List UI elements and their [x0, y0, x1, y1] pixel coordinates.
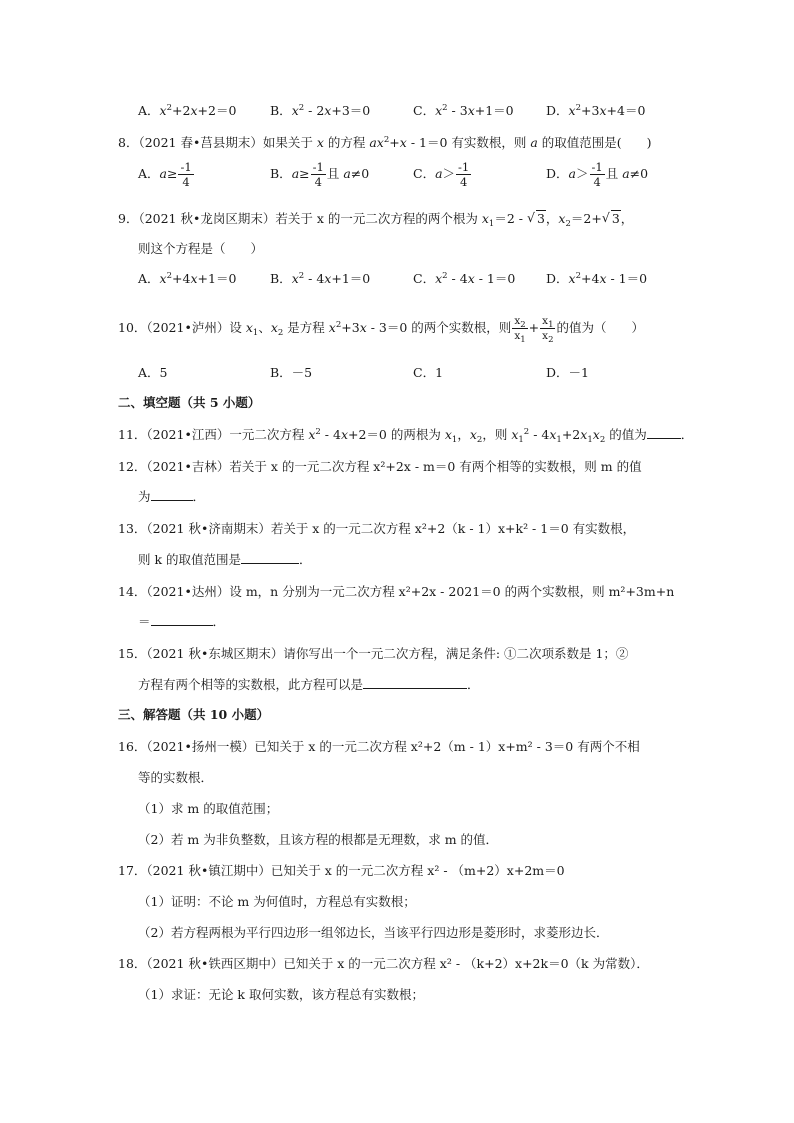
question-16-line-1: 16．（2021•扬州一模）已知关于 x 的一元二次方程 x²+2（m - 1）x+m² - 3＝0 有两个不相 — [118, 739, 640, 754]
question-14-line-2: ＝ ． — [138, 614, 226, 629]
q9-option-d: D．$x^2+4x - 1=0$ — [546, 271, 648, 286]
question-8-stem: 8．（2021 春•莒县期末）如果关于 x 的方程 $ax^2+x - 1=0$ 有实数根，则 a 的取值范围是( ) — [118, 135, 652, 150]
section-3-heading: 三、解答题（共 10 小题） — [118, 707, 270, 722]
q10-option-b: B．－5 — [270, 365, 313, 380]
question-18-part-1: （1）求证：无论 k 取何实数，该方程总有实数根； — [138, 987, 424, 1002]
question-15-line-1: 15．（2021 秋•东城区期末）请你写出一个一元二次方程，满足条件: ①二次项系数是 1；② — [118, 646, 629, 661]
question-15-line-2: 方程有两个相等的实数根，此方程可以是 ． — [138, 677, 480, 692]
q10-option-c: C．1 — [413, 365, 444, 380]
question-9-stem: 9．（2021 秋•龙岗区期末）若关于 x 的一元二次方程的两个根为 $x_1=2$ - √ 3，$x_2=2+√$ 3， — [118, 210, 633, 228]
question-9-stem-2: 则这个方程是（ ） — [138, 241, 264, 256]
answer-blank — [241, 551, 299, 564]
q8-option-d: D．a＞ $\frac{-1}{4}$ 且 a≠0 — [546, 160, 649, 189]
q9-option-c: C．$x^2 - 4x - 1=0$ — [413, 271, 516, 286]
q7-option-b: B．$x^2 - 2x+3=0$ — [270, 103, 371, 118]
section-2-heading: 二、填空题（共 5 小题） — [118, 395, 261, 410]
question-17-line-1: 17．（2021 秋•镇江期中）已知关于 x 的一元二次方程 x² - （m+2）x+2m＝0 — [118, 863, 565, 878]
question-11: 11．（2021•江西）一元二次方程 $x^2 - 4x+2=0$ 的两根为 $x_1$，$x_2$，则 $x_1^2 - 4x_1+2x_1x_2$ 的值为 ． — [118, 427, 694, 445]
q10-option-a: A．5 — [138, 365, 168, 380]
answer-blank — [363, 676, 467, 689]
question-14-line-1: 14．（2021•达州）设 m，n 分别为一元二次方程 x²+2x - 2021＝0 的两个实数根，则 m²+3m+n — [118, 584, 675, 599]
answer-blank — [647, 426, 681, 439]
q8-option-b: B．a≥ $\frac{-1}{4}$ 且 a≠0 — [270, 160, 370, 189]
question-17-part-2: （2）若方程两根为平行四边形一组邻边长，当该平行四边形是菱形时，求菱形边长． — [138, 925, 609, 940]
question-13-line-1: 13．（2021 秋•济南期末）若关于 x 的一元二次方程 x²+2（k - 1）x+k² - 1＝0 有实数根， — [118, 521, 636, 536]
question-17-part-1: （1）证明：不论 m 为何值时，方程总有实数根； — [138, 894, 416, 909]
q9-option-a: A．$x^2+4x+1=0$ — [138, 271, 237, 286]
q7-option-d: D．$x^2+3x+4=0$ — [546, 103, 646, 118]
question-10-stem: 10．（2021•泸州）设 $x_1$、$x_2$ 是方程 $x^2+3x - 3=0$ 的两个实数根，则 $\frac{x_2}{x_1}$ + $\frac{x_1}{x_2}$ 的值为（ ） — [118, 315, 644, 345]
q7-option-a: A．$x^2+2x+2=0$ — [138, 103, 237, 118]
q10-option-d: D．－1 — [546, 365, 589, 380]
question-12-line-1: 12．（2021•吉林）若关于 x 的一元二次方程 x²+2x - m＝0 有两个相等的实数根，则 m 的值 — [118, 459, 642, 474]
answer-blank — [151, 488, 193, 501]
question-18-line-1: 18．（2021 秋•铁西区期中）已知关于 x 的一元二次方程 x² - （k+2）x+2k＝0（k 为常数）． — [118, 956, 649, 971]
q8-option-a: A．a≥ $\frac{-1}{4}$ — [138, 160, 192, 189]
question-16-line-2: 等的实数根． — [138, 770, 214, 785]
question-12-line-2: 为 ． — [138, 489, 206, 504]
q8-option-c: C．a＞ $\frac{-1}{4}$ — [413, 160, 470, 189]
q9-option-b: B．$x^2 - 4x+1=0$ — [270, 271, 371, 286]
answer-blank — [151, 613, 213, 626]
q7-option-c: C．$x^2 - 3x+1=0$ — [413, 103, 514, 118]
question-16-part-2: （2）若 m 为非负整数，且该方程的根都是无理数，求 m 的值． — [138, 832, 499, 847]
question-13-line-2: 则 k 的取值范围是 ． — [138, 552, 312, 567]
question-16-part-1: （1）求 m 的取值范围； — [138, 801, 279, 816]
